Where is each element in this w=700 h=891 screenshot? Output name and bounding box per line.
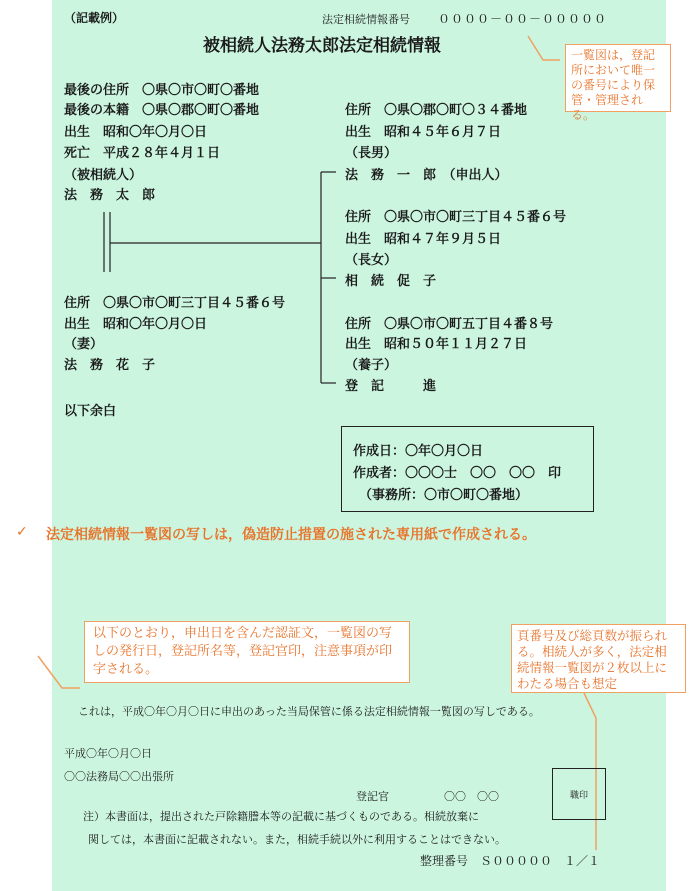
remainder-blank: 以下余白 bbox=[64, 404, 117, 419]
decedent-born: 出生 昭和〇年〇月〇日 bbox=[64, 125, 208, 140]
callout-line: 続情報一覧図が２枚以上に bbox=[517, 660, 668, 675]
callout-line: 管・管理される。 bbox=[571, 93, 644, 122]
spouse-role: （妻） bbox=[64, 337, 104, 352]
callout-pointer-number bbox=[528, 36, 560, 60]
check-icon: ✓ bbox=[16, 524, 28, 540]
heir-2-name: 相 続 促 子 bbox=[345, 274, 437, 289]
callout-line: 字される。 bbox=[93, 662, 159, 677]
callout-line: 所において唯一 bbox=[571, 63, 656, 77]
spouse-born: 出生 昭和〇年〇月〇日 bbox=[64, 317, 208, 332]
note-line-2: 関しては，本書面に記載されない。また，相続手続以外に利用することはできない。 bbox=[88, 833, 506, 846]
heir-3-role: （養子） bbox=[345, 358, 398, 373]
info-number-label: 法定相続情報番号 bbox=[322, 13, 410, 26]
preparer-box bbox=[341, 426, 594, 512]
callout-line: しの発行日，登記所名等，登記官印，注意事項が印 bbox=[93, 644, 393, 659]
decedent-role: （被相続人） bbox=[64, 168, 143, 183]
decedent-last-address: 最後の住所 〇県〇市〇町〇番地 bbox=[64, 83, 260, 98]
heir-3-address: 住所 〇県〇市〇町五丁目４番８号 bbox=[345, 317, 554, 332]
callout-line: 以下のとおり，申出日を含んだ認証文，一覧図の写 bbox=[93, 626, 393, 641]
callout-line: の番号により保 bbox=[571, 78, 656, 92]
special-paper-note: 法定相続情報一覧図の写しは，偽造防止措置の施された専用紙で作成される。 bbox=[46, 527, 536, 543]
callout-page-number bbox=[511, 624, 686, 693]
callout-line: 頁番号及び総頁数が振られ bbox=[517, 628, 668, 643]
info-number-value: ００００－００－０００００ bbox=[438, 12, 608, 26]
example-label: （記載例） bbox=[64, 11, 125, 25]
document-title: 被相続人法務太郎法定相続情報 bbox=[203, 36, 441, 56]
preparer-office: （事務所：〇市〇町〇番地） bbox=[359, 488, 529, 503]
spouse-address: 住所 〇県〇市〇町三丁目４５番６号 bbox=[64, 296, 286, 311]
registrar-name: 登記官 〇〇 〇〇 bbox=[356, 790, 499, 803]
certification-statement: これは，平成〇年〇月〇日に申出のあった当局保管に係る法定相続情報一覧図の写しである。 bbox=[78, 705, 540, 718]
heir-2-role: （長女） bbox=[345, 253, 398, 268]
decedent-last-domicile: 最後の本籍 〇県〇郡〇町〇番地 bbox=[64, 103, 260, 118]
preparer-name: 作成者：〇〇〇士 〇〇 〇〇 印 bbox=[353, 466, 562, 481]
callout-line: わたる場合も想定 bbox=[517, 676, 618, 691]
issue-date: 平成〇年〇月〇日 bbox=[64, 747, 152, 760]
heir-1-name: 法 務 一 郎 （申出人） bbox=[345, 168, 508, 183]
callout-line: 一覧図は，登記 bbox=[571, 48, 656, 62]
heir-1-address: 住所 〇県〇郡〇町〇３４番地 bbox=[345, 103, 528, 118]
preparer-date: 作成日：〇年〇月〇日 bbox=[353, 444, 484, 459]
heir-2-address: 住所 〇県〇市〇町三丁目４５番６号 bbox=[345, 210, 567, 225]
heir-3-born: 出生 昭和５０年１１月２７日 bbox=[345, 337, 528, 352]
decedent-died: 死亡 平成２８年４月１日 bbox=[64, 146, 221, 161]
callout-unique-number bbox=[565, 44, 671, 122]
callout-certificate bbox=[84, 621, 410, 683]
heir-3-name: 登 記 進 bbox=[345, 379, 437, 394]
heir-1-role: （長男） bbox=[345, 146, 398, 161]
registry-office: 〇〇法務局〇〇出張所 bbox=[64, 770, 174, 783]
note-line-1: 注）本書面は，提出された戸除籍謄本等の記載に基づくものである。相続放棄に bbox=[83, 810, 479, 823]
serial-number: 整理番号 Ｓ０００００ １／１ bbox=[420, 854, 601, 868]
heir-1-born: 出生 昭和４５年６月７日 bbox=[345, 125, 502, 140]
official-seal-label: 職印 bbox=[569, 790, 588, 801]
spouse-name: 法 務 花 子 bbox=[64, 358, 156, 373]
callout-line: る。相続人が多く，法定相 bbox=[517, 644, 667, 659]
callout-pointer-certificate bbox=[38, 656, 80, 688]
heir-2-born: 出生 昭和４７年９月５日 bbox=[345, 232, 502, 247]
decedent-name: 法 務 太 郎 bbox=[64, 188, 156, 203]
official-seal-box bbox=[552, 768, 606, 820]
